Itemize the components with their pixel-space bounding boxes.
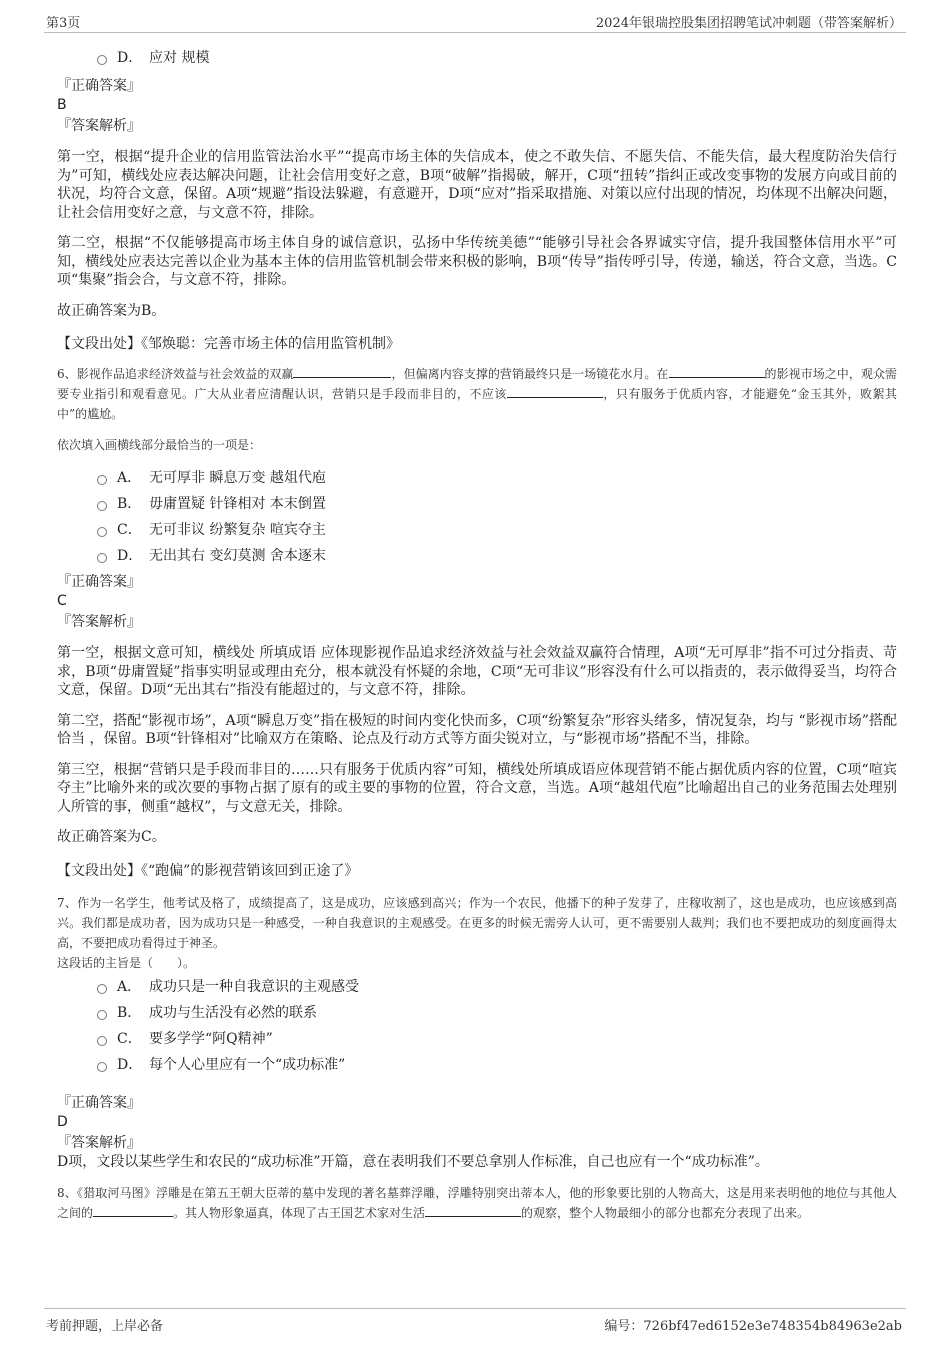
option-text: 每个人心里应有一个“成功标准”: [149, 1056, 346, 1073]
page-header: [44, 8, 906, 33]
radio-icon[interactable]: [97, 475, 107, 485]
option-letter: D．: [117, 50, 143, 66]
stem-text: 的影视市场之中，观众需要专业指引和观看意见。广大从业者应清醒认识，营销只是手段而非目的，不应该: [57, 367, 897, 401]
analysis-paragraph: 第一空，根据文意可知，横线处 所填成语 应体现影视作品追求经济效益与社会效益双赢符合情理，A项“无可厚非”指不可过分指责、苛求，B项“毋庸置疑”指事实明显或理由充分，根本就没有怀疑的余地，C项“无可非议”形容没有什么可以指责的，表示做得妥当，均符合文意，保留。D项“无出其右”指没有能超过的，与文意不符，排除。: [57, 645, 897, 698]
analysis-label: 『答案解析』: [57, 614, 141, 630]
q7-option-a[interactable]: [97, 973, 897, 999]
q6-option-b[interactable]: [97, 490, 897, 516]
radio-icon[interactable]: [97, 55, 107, 65]
option-text: 无可厚非 瞬息万变 越俎代庖: [149, 470, 326, 486]
radio-icon[interactable]: [97, 501, 107, 511]
fill-blank: [293, 365, 391, 378]
document-id: 编号：726bf47ed6152e3e748354b84963e2ab: [604, 1319, 902, 1334]
option-text: 成功与生活没有必然的联系: [149, 1004, 317, 1021]
option-letter: A．: [117, 978, 142, 995]
question-6-stem: [57, 364, 897, 424]
correct-answer: C: [57, 593, 67, 609]
stem-text: ，只有服务于优质内容，才能避免“金玉其外，败絮其中”的尴尬。: [57, 387, 897, 421]
option-letter: C．: [117, 522, 142, 538]
page-number: 第3页: [46, 16, 81, 31]
analysis-paragraph: 第一空，根据“提升企业的信用监管法治水平”“提高市场主体的失信成本，使之不敢失信、不愿失信、不能失信，最大程度防治失信行为”可知，横线处应表达解决问题，让社会信用变好之意，B项“破解”指揭破，解开，C项“扭转”指纠正或改变事物的发展方向或目前的状况，均符合文意，保留。A项“规避”指设法躲避，有意避开，D项“应对”指采取措施、对策以应付出现的情况，均体现不出解决问题，让社会信用变好之意，与文意不符，排除。: [57, 149, 897, 221]
fill-blank: [669, 365, 765, 378]
conclusion: 故正确答案为B。: [57, 302, 166, 319]
stem-text: ，但偏离内容支撑的营销最终只是一场镜花水月。在: [391, 367, 669, 381]
question-8-stem: [57, 1183, 897, 1223]
analysis-paragraph: D项，文段以某些学生和农民的“成功标准”开篇，意在表明我们不要总拿别人作标准，自己也应有一个“成功标准”。: [57, 1153, 769, 1170]
stem-text: 6、影视作品追求经济效益与社会效益的双赢: [57, 367, 294, 381]
answer-label: 『正确答案』: [57, 78, 141, 94]
option-text: 要多学学“阿Q精神”: [149, 1030, 273, 1047]
radio-icon[interactable]: [97, 1062, 107, 1072]
q6-option-d[interactable]: [97, 542, 897, 568]
stem-text: 的观察，整个人物最细小的部分也都充分表现了出来。: [521, 1206, 810, 1220]
conclusion: 故正确答案为C。: [57, 829, 166, 845]
fill-blank: [507, 385, 603, 398]
option-text: 应对 规模: [149, 50, 210, 66]
answer-label: 『正确答案』: [57, 1094, 141, 1111]
option-text: 毋庸置疑 针锋相对 本末倒置: [149, 496, 326, 512]
option-letter: A．: [117, 470, 142, 486]
option-letter: D．: [117, 1056, 143, 1073]
option-letter: D．: [117, 548, 143, 564]
question-7-prompt: 这段话的主旨是（ ）。: [57, 955, 196, 970]
q6-option-a[interactable]: [97, 464, 897, 490]
fill-blank: [425, 1204, 521, 1217]
question-instruction: 依次填入画横线部分最恰当的一项是：: [57, 438, 262, 452]
document-title: 2024年银瑞控股集团招聘笔试冲刺题（带答案解析）: [595, 16, 902, 31]
option-text: 成功只是一种自我意识的主观感受: [149, 978, 359, 995]
prev-option-d[interactable]: [97, 44, 897, 70]
page-content: [57, 44, 897, 1223]
q7-option-c[interactable]: [97, 1025, 897, 1051]
option-text: 无出其右 变幻莫测 舍本逐末: [149, 548, 326, 564]
q7-option-d[interactable]: [97, 1051, 897, 1077]
analysis-paragraph: 第二空，根据“不仅能够提高市场主体自身的诚信意识，弘扬中华传统美德”“能够引导社会各界诚实守信，提升我国整体信用水平”可知，横线处应表达完善以企业为基本主体的信用监管机制会带来积极的影响，B项“传导”指传呼引导，传递，输送，符合文意，当选。C项“集聚”指会合，与文意不符，排除。: [57, 235, 897, 288]
option-letter: B．: [117, 496, 142, 512]
option-letter: C．: [117, 1030, 142, 1047]
stem-text: 8、《猎取河马图》浮雕是在第五王朝大臣蒂的墓中发现的著名墓葬浮雕，浮雕特别突出蒂本人，他的形象要比别的人物高大，这是用来表明他的地位与其他人之间的: [57, 1186, 897, 1220]
option-text: 无可非议 纷繁复杂 喧宾夺主: [149, 522, 326, 538]
answer-label: 『正确答案』: [57, 574, 141, 590]
radio-icon[interactable]: [97, 1010, 107, 1020]
analysis-paragraph: 第三空，根据“营销只是手段而非目的……只有服务于优质内容”可知，横线处所填成语应体现营销不能占据优质内容的位置，C项“喧宾夺主”比喻外来的或次要的事物占据了原有的或主要的事物的位置，符合文意，当选。A项“越俎代庖”比喻超出自己的业务范围去处理别人所管的事，侧重“越权”，与文意无关，排除。: [57, 761, 897, 815]
radio-icon[interactable]: [97, 1036, 107, 1046]
radio-icon[interactable]: [97, 984, 107, 994]
page-footer: [44, 1308, 906, 1339]
q7-option-b[interactable]: [97, 999, 897, 1025]
correct-answer: B: [57, 97, 67, 113]
footer-slogan: 考前押题，上岸必备: [46, 1319, 164, 1334]
radio-icon[interactable]: [97, 527, 107, 537]
radio-icon[interactable]: [97, 553, 107, 563]
stem-text: 。其人物形象逼真，体现了古王国艺术家对生活: [173, 1206, 426, 1220]
question-7-stem: 7、作为一名学生，他考试及格了，成绩提高了，这是成功，应该感到高兴；作为一个农民，他播下的种子发芽了，庄稼收割了，这也是成功，也应该感到高兴。我们都是成功者，因为成功只是一种感受，一种自我意识的主观感受。在更多的时候无需旁人认可，更不需要别人裁判；我们也不要把成功的刻度画得太高，不要把成功看得过于神圣。: [57, 895, 897, 950]
fill-blank: [93, 1204, 173, 1217]
analysis-label: 『答案解析』: [57, 1134, 141, 1151]
analysis-paragraph: 第二空，搭配“影视市场”，A项“瞬息万变”指在极短的时间内变化快而多，C项“纷繁复杂”形容头绪多，情况复杂，均与 “影视市场”搭配恰当 ，保留。B项“针锋相对”比喻双方在策略、论点及行动方式等方面尖锐对立，与“影视市场”搭配不当，排除。: [57, 712, 897, 747]
q6-option-c[interactable]: [97, 516, 897, 542]
source-citation: 【文段出处】《邹焕聪：完善市场主体的信用监管机制》: [57, 336, 400, 352]
option-letter: B．: [117, 1004, 142, 1021]
analysis-label: 『答案解析』: [57, 118, 141, 134]
correct-answer: D: [57, 1113, 68, 1130]
source-citation: 【文段出处】《“跑偏”的影视营销该回到正途了》: [57, 862, 359, 879]
